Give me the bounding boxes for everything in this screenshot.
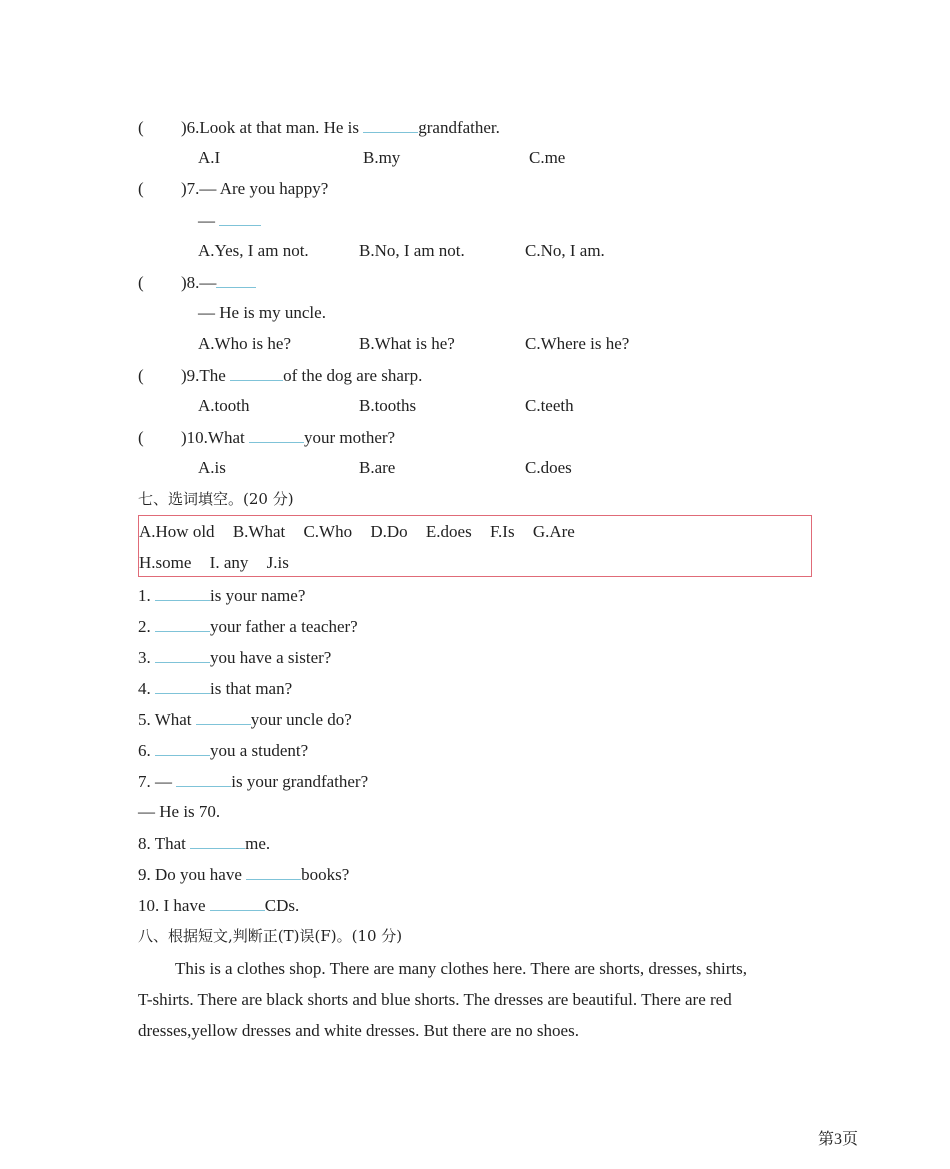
question-10: ( )10.What your mother? xyxy=(138,428,396,447)
option-b: B.are xyxy=(359,458,396,477)
answer-blank[interactable] xyxy=(196,709,251,725)
option-a: A.is xyxy=(198,458,226,477)
passage-line-1: This is a clothes shop. There are many clothes here. There are shorts, dresses, shirts, xyxy=(175,959,748,978)
answer-blank[interactable] xyxy=(155,616,210,632)
fill-item-5: 5. What your uncle do? xyxy=(138,710,352,729)
option-b: B.What is he? xyxy=(359,334,455,353)
answer-blank[interactable] xyxy=(190,833,245,849)
option-b: B.my xyxy=(363,148,401,167)
option-a: A.tooth xyxy=(198,396,250,415)
section-7-title: 七、选词填空。(20 分) xyxy=(138,490,294,508)
section-8-title: 八、根据短文,判断正(T)误(F)。(10 分) xyxy=(138,927,403,945)
fill-item-6: 6. you a student? xyxy=(138,741,309,760)
answer-blank[interactable] xyxy=(155,585,210,601)
answer-blank[interactable] xyxy=(363,117,418,133)
fill-item-7-reply: — He is 70. xyxy=(138,802,221,821)
answer-blank[interactable] xyxy=(210,895,265,911)
question-8: ( )8.— xyxy=(138,272,256,293)
passage-line-2: T-shirts. There are black shorts and blue shorts. The dresses are beautiful. There are red xyxy=(138,990,732,1009)
question-9: ( )9.The of the dog are sharp. xyxy=(138,366,423,385)
option-b: B.No, I am not. xyxy=(359,241,465,260)
option-c: C.teeth xyxy=(525,396,574,415)
word-bank-row-1: A.How old B.What C.Who D.Do E.does F.Is G.Are xyxy=(139,522,575,541)
fill-item-8: 8. That me. xyxy=(138,834,271,853)
fill-item-4: 4. is that man? xyxy=(138,679,293,698)
passage-line-3: dresses,yellow dresses and white dresses. But there are no shoes. xyxy=(138,1021,579,1040)
answer-blank[interactable] xyxy=(249,427,304,443)
word-bank xyxy=(138,515,812,577)
fill-item-9: 9. Do you have books? xyxy=(138,865,350,884)
option-c: C.me xyxy=(529,148,566,167)
answer-blank[interactable] xyxy=(176,771,231,787)
option-c: C.does xyxy=(525,458,572,477)
answer-blank[interactable] xyxy=(246,864,301,880)
question-6: ( )6.Look at that man. He is grandfather. xyxy=(138,118,500,137)
option-a: A.I xyxy=(198,148,221,167)
fill-item-10: 10. I have CDs. xyxy=(138,896,300,915)
question-7: ( )7.— Are you happy? xyxy=(138,179,329,198)
option-a: A.Who is he? xyxy=(198,334,292,353)
option-c: C.No, I am. xyxy=(525,241,605,260)
question-7-reply: — xyxy=(198,210,261,231)
answer-blank[interactable] xyxy=(155,678,210,694)
question-8-reply: — He is my uncle. xyxy=(198,303,326,322)
answer-blank[interactable] xyxy=(216,272,256,288)
fill-item-2: 2. your father a teacher? xyxy=(138,617,358,636)
page-number: 第3页 xyxy=(818,1131,859,1148)
answer-blank[interactable] xyxy=(230,365,283,381)
fill-item-3: 3. you have a sister? xyxy=(138,648,332,667)
answer-blank[interactable] xyxy=(155,647,210,663)
option-c: C.Where is he? xyxy=(525,334,630,353)
fill-item-7: 7. — is your grandfather? xyxy=(138,772,369,791)
option-a: A.Yes, I am not. xyxy=(198,241,309,260)
fill-item-1: 1. is your name? xyxy=(138,586,306,605)
answer-blank[interactable] xyxy=(219,210,261,226)
word-bank-row-2: H.some I. any J.is xyxy=(139,553,289,572)
reading-passage xyxy=(138,953,803,1046)
option-b: B.tooths xyxy=(359,396,417,415)
answer-blank[interactable] xyxy=(155,740,210,756)
